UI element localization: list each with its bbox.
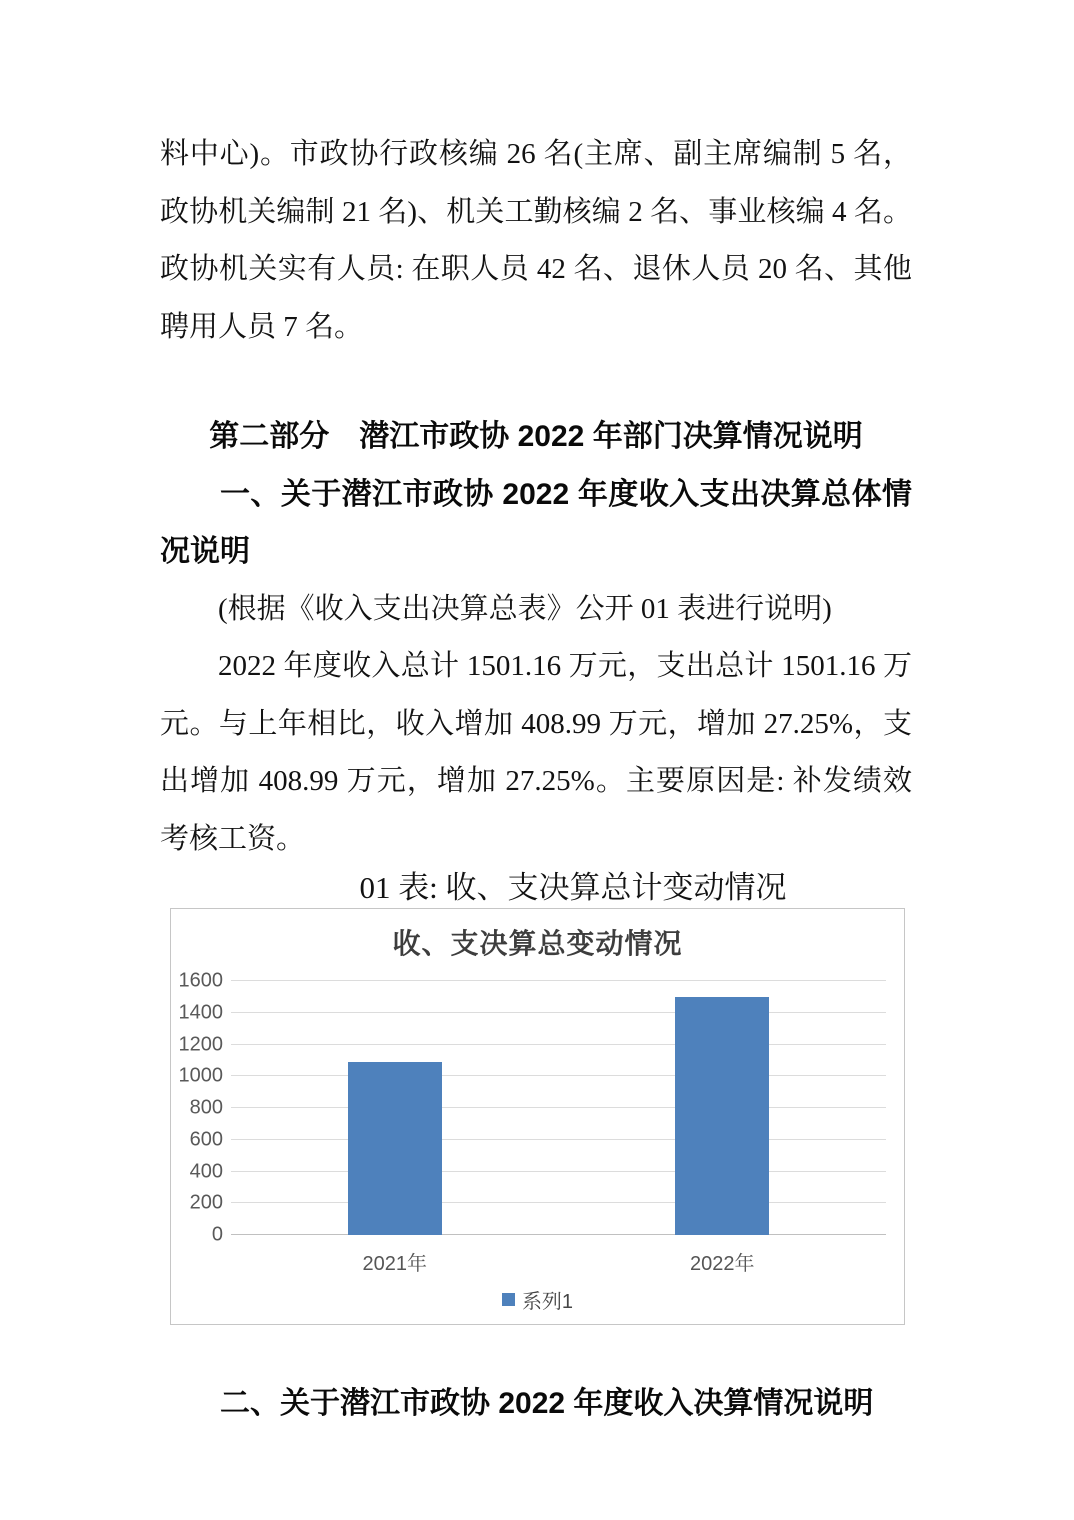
y-tick-label: 200 <box>189 1191 223 1214</box>
y-gridline <box>231 980 886 981</box>
paragraph-staffing: 料中心)。市政协行政核编 26 名(主席、副主席编制 5 名，政协机关编制 21 名)、机关工勤核编 2 名、事业核编 4 名。政协机关实有人员: 在职人员 42 名、退休人员 20 名、其他聘用人员 7 名。 <box>160 138 912 343</box>
y-gridline <box>231 1139 886 1140</box>
chart-caption: 01 表: 收、支决算总计变动情况 <box>359 870 787 905</box>
y-gridline <box>231 1012 886 1013</box>
y-tick-label: 400 <box>189 1160 223 1182</box>
y-gridline <box>231 1075 886 1076</box>
chart-legend <box>171 1285 904 1314</box>
bar-chart <box>170 908 905 1325</box>
legend-color-swatch-icon <box>502 1293 515 1306</box>
chart-title: 收、支决算总变动情况 <box>392 928 683 959</box>
paragraph-totals: 2022 年度收入总计 1501.16 万元，支出总计 1501.16 万元。与上年相比，收入增加 408.99 万元，增加 27.25%，支出增加 408.99 万元，增加 27.25%。主要原因是: 补发绩效考核工资。 <box>160 650 912 855</box>
x-tick-label: 2022年 <box>690 1253 755 1275</box>
y-gridline <box>231 1202 886 1203</box>
y-gridline <box>231 1107 886 1108</box>
note-line: (根据《收入支出决算总表》公开 01 表进行说明) <box>218 592 832 625</box>
y-gridline <box>231 1044 886 1045</box>
bar-2021年 <box>348 1062 442 1235</box>
legend-series-label: 系列1 <box>521 1291 574 1313</box>
subsection-heading-1: 一、关于潜江市政协 2022 年度收入支出决算总体情况说明 <box>160 477 912 568</box>
y-tick-label: 1600 <box>178 969 223 992</box>
chart-plot-area <box>231 981 886 1275</box>
y-gridline <box>231 1171 886 1172</box>
y-tick-label: 0 <box>211 1223 223 1246</box>
section-heading: 第二部分 潜江市政协 2022 年部门决算情况说明 <box>209 420 863 453</box>
y-tick-label: 600 <box>189 1128 223 1151</box>
bar-2022年 <box>675 997 769 1235</box>
chart-y-axis <box>171 969 223 1246</box>
y-tick-label: 1200 <box>178 1033 223 1055</box>
y-tick-label: 1400 <box>178 1001 223 1024</box>
x-tick-label: 2021年 <box>362 1253 427 1275</box>
y-tick-label: 800 <box>189 1096 223 1119</box>
subsection-heading-2: 二、关于潜江市政协 2022 年度收入决算情况说明 <box>220 1387 874 1420</box>
x-axis-line <box>231 1234 886 1235</box>
y-tick-label: 1000 <box>178 1064 223 1087</box>
